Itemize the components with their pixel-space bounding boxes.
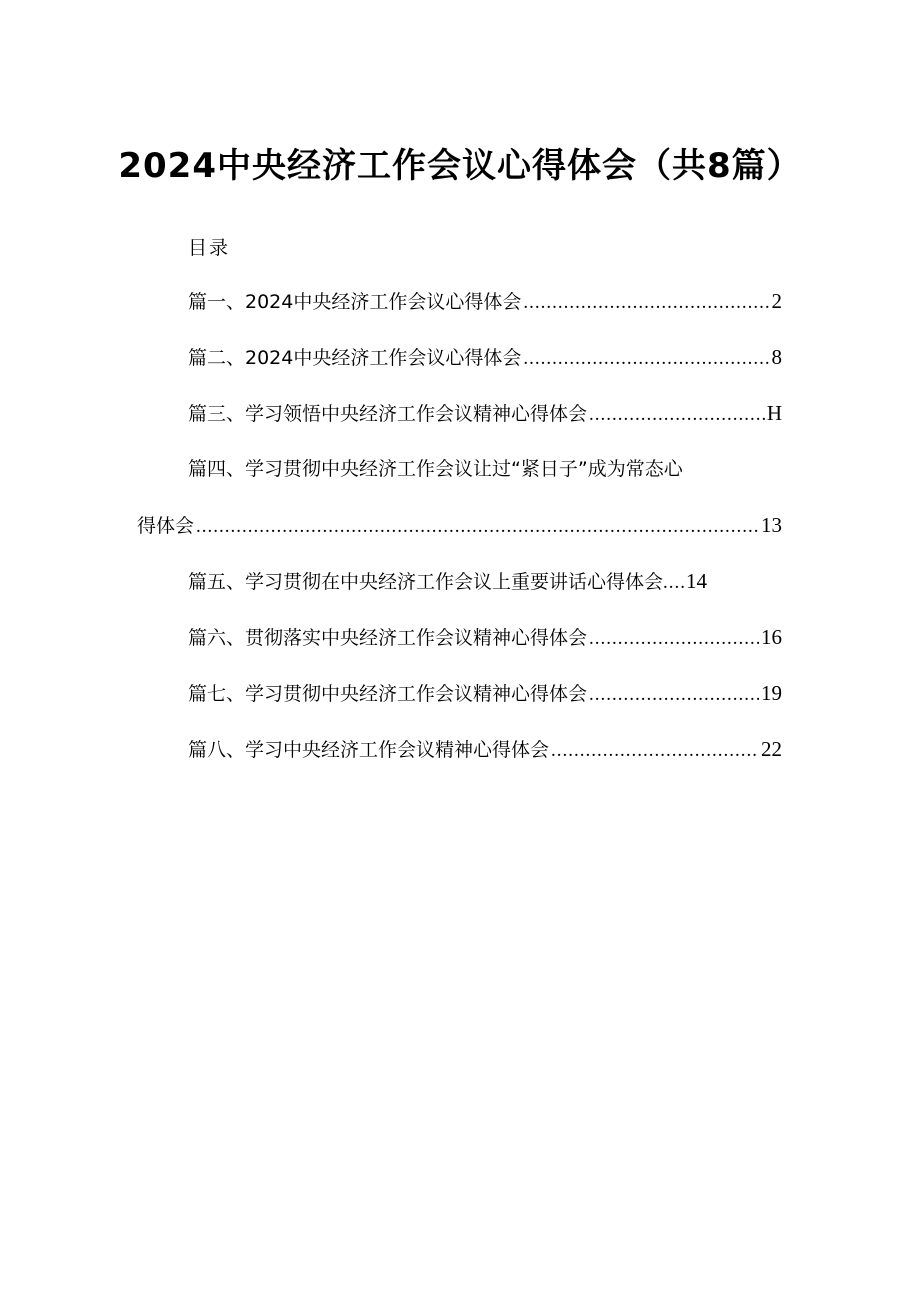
toc-page-number: 16	[761, 625, 782, 649]
document-title: 2024中央经济工作会议心得体会（共8篇）	[118, 146, 802, 186]
toc-entry-label-line2: 得体会	[137, 515, 195, 537]
toc-leader-dots	[589, 624, 759, 654]
toc-entry[interactable]	[188, 398, 782, 428]
toc-leader-dots	[523, 344, 769, 374]
toc-leader-dots	[523, 288, 769, 318]
toc-entry-label: 篇五、学习贯彻在中央经济工作会议上重要讲话心得体会	[188, 571, 664, 593]
toc-entry[interactable]	[188, 342, 782, 372]
toc-entry[interactable]	[188, 622, 782, 652]
toc-entry-label: 篇一、2024中央经济工作会议心得体会	[188, 291, 522, 313]
toc-leader-dots	[589, 680, 759, 710]
toc-entry[interactable]	[188, 566, 707, 598]
toc-entry-label: 篇三、学习领悟中央经济工作会议精神心得体会	[188, 403, 588, 425]
toc-entry[interactable]	[188, 678, 782, 708]
toc-page-number: 13	[761, 513, 782, 537]
toc-page-number: 22	[761, 737, 782, 761]
toc-entry-label-line1[interactable]: 篇四、学习贯彻中央经济工作会议让过“紧日子”成为常态心	[188, 458, 683, 480]
toc-leader-dots	[589, 400, 765, 430]
toc-entry-label: 篇六、贯彻落实中央经济工作会议精神心得体会	[188, 627, 588, 649]
toc-page-number: H	[766, 401, 782, 425]
toc-leader-dots	[196, 512, 759, 542]
toc-entry[interactable]	[188, 734, 782, 764]
toc-entry[interactable]	[137, 510, 782, 540]
toc-entry[interactable]	[188, 286, 782, 316]
toc-leader-dots	[551, 736, 759, 766]
toc-entry-label: 篇八、学习中央经济工作会议精神心得体会	[188, 739, 550, 761]
toc-page-number: 8	[771, 345, 782, 369]
toc-page-number: 14	[686, 569, 708, 593]
toc-leader-dots: ....	[663, 572, 687, 593]
toc-page-number: 2	[771, 289, 782, 313]
toc-heading: 目录	[188, 237, 231, 259]
toc-entry-label: 篇七、学习贯彻中央经济工作会议精神心得体会	[188, 683, 588, 705]
toc-entry-label: 篇二、2024中央经济工作会议心得体会	[188, 347, 522, 369]
toc-page-number: 19	[761, 681, 782, 705]
